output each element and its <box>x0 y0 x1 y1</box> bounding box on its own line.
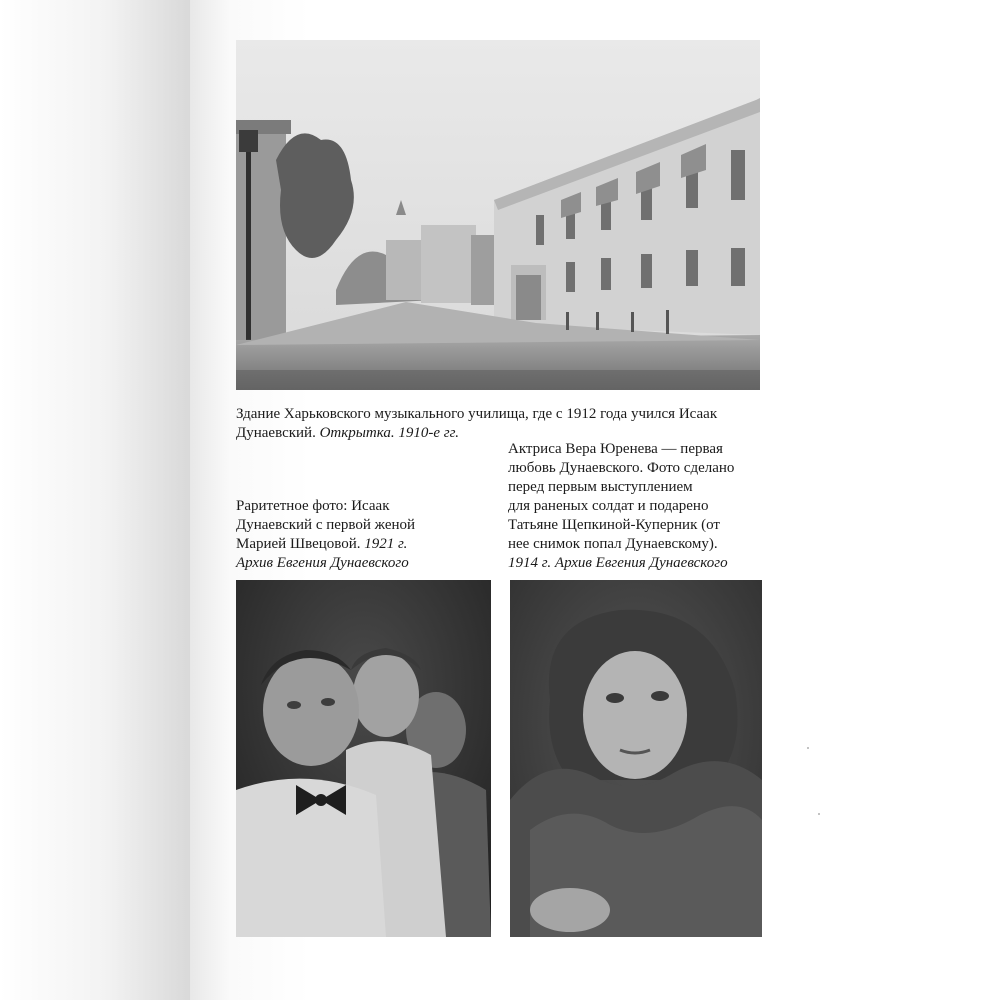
caption-actress-source: 1914 г. Архив Евгения Дунаевского <box>508 555 728 571</box>
caption-actress-line: Актриса Вера Юренева — первая <box>508 441 723 457</box>
caption-music-school-source: Открытка. 1910-е гг. <box>319 425 460 441</box>
caption-music-school <box>236 405 756 443</box>
photo-music-school-street <box>236 40 760 390</box>
paper-speck <box>818 813 820 815</box>
caption-actress-line: любовь Дунаевского. Фото сделано <box>508 460 735 476</box>
caption-rare-line: Дунаевский с первой женой <box>236 517 416 533</box>
caption-actress-line: Татьяне Щепкиной-Куперник (от <box>508 517 720 533</box>
caption-rare-line: Раритетное фото: Исаак <box>236 498 390 514</box>
caption-rare-source: Архив Евгения Дунаевского <box>236 555 409 571</box>
caption-rare-photo <box>236 497 476 573</box>
caption-actress-line: нее снимок попал Дунаевскому). <box>508 536 718 552</box>
photo-dunaevsky-couple <box>236 580 491 937</box>
book-gutter <box>0 0 190 1000</box>
caption-rare-line: Марией Швецовой. <box>236 536 365 552</box>
photo-vera-yureneva <box>510 580 762 937</box>
caption-actress-line: для раненых солдат и подарено <box>508 498 709 514</box>
caption-actress-line: перед первым выступлением <box>508 479 693 495</box>
caption-actress <box>508 440 768 573</box>
caption-music-school-text: Здание Харьковского музыкального училища, где с 1912 года учился Исаак Дунаевский. <box>236 406 718 441</box>
paper-speck <box>807 747 809 749</box>
caption-rare-year: 1921 г. <box>364 536 408 552</box>
